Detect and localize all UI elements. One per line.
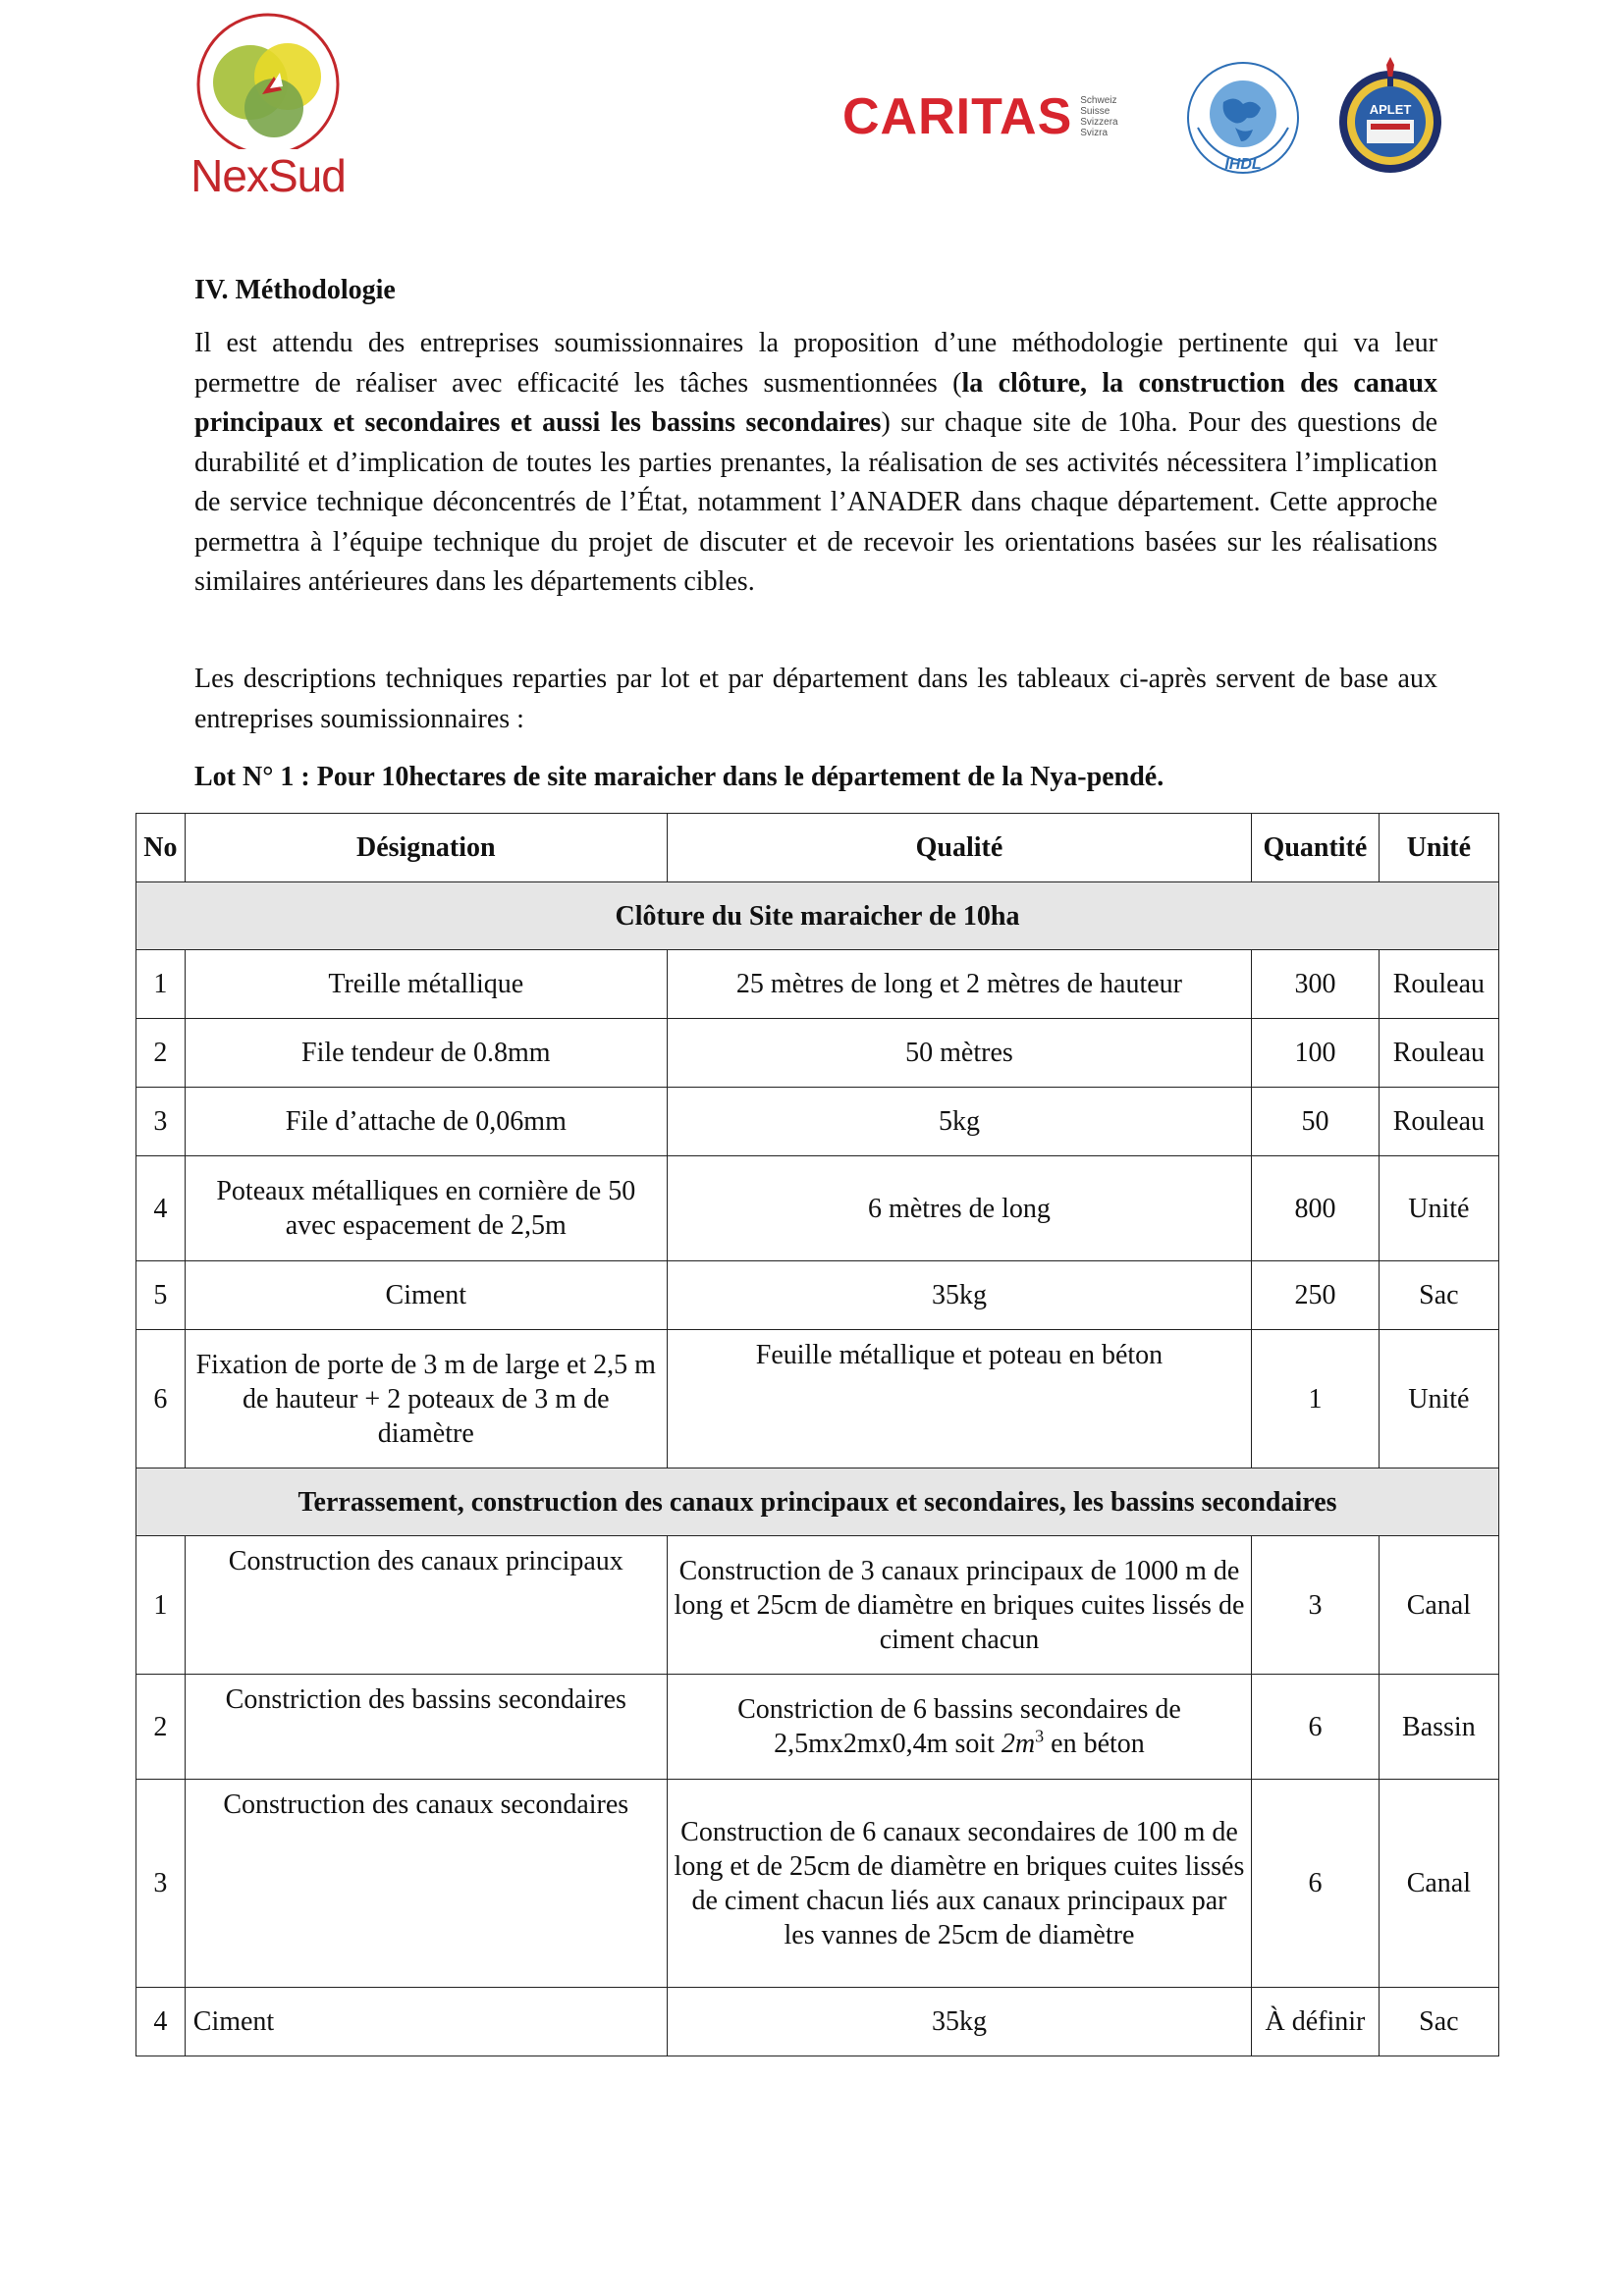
caritas-country: Svizra <box>1080 128 1109 138</box>
methodology-paragraph <box>194 324 1437 603</box>
cell-unite: Sac <box>1379 1988 1498 2056</box>
table-row <box>136 1156 1499 1261</box>
table-section-row <box>136 1468 1499 1536</box>
globe-icon <box>1184 59 1302 177</box>
cell-qualite: 6 mètres de long <box>667 1156 1251 1261</box>
cell-quantite: 1 <box>1252 1330 1380 1468</box>
section-title: Terrassement, construction des canaux principaux et secondaires, les bassins secondaires <box>136 1468 1499 1536</box>
table-section-row <box>136 882 1499 950</box>
cell-quantite: 6 <box>1252 1675 1380 1780</box>
cell-qualite: 50 mètres <box>667 1019 1251 1088</box>
cell-designation: Ciment <box>185 1261 667 1330</box>
cell-quantite: À définir <box>1252 1988 1380 2056</box>
caritas-logo <box>842 90 1118 143</box>
aplet-emblem-icon <box>1333 57 1447 177</box>
paragraph-bold-text: la clôture, la construction des canaux principaux et secondaires et aussi les bassins secondaires <box>194 367 1437 438</box>
cell-quantite: 6 <box>1252 1780 1380 1988</box>
caritas-country: Suisse <box>1080 106 1110 117</box>
table-row <box>136 1261 1499 1330</box>
header-quantite: Quantité <box>1252 814 1380 882</box>
paragraph-text: ) sur chaque site de 10ha. Pour des questions de durabilité et d’implication de toutes les parties prenantes, la réalisation de ses activités nécessitera l’implication de service technique déconcentrés de l’État, notamment l’ANADER dans chaque département. Cette approche permettra à l’équipe technique du projet de discuter et de recevoir les orientations basées sur les réalisations similaires antérieures dans les départements cibles. <box>194 407 1437 597</box>
caritas-countries <box>1080 95 1117 138</box>
cell-quantite: 50 <box>1252 1088 1380 1156</box>
cell-designation: Treille métallique <box>185 950 667 1019</box>
cell-qualite: Feuille métallique et poteau en béton <box>667 1330 1251 1468</box>
cell-no: 4 <box>136 1156 186 1261</box>
table-row <box>136 1988 1499 2056</box>
lot-title: Lot N° 1 : Pour 10hectares de site maraicher dans le département de la Nya-pendé. <box>194 762 1164 792</box>
ihdl-logo <box>1184 59 1302 177</box>
cell-unite: Bassin <box>1379 1675 1498 1780</box>
math-value: 2m <box>1001 1729 1036 1759</box>
cell-quantite: 100 <box>1252 1019 1380 1088</box>
header-unite: Unité <box>1379 814 1498 882</box>
cell-designation: File tendeur de 0.8mm <box>185 1019 667 1088</box>
qualite-text: Constriction de 6 bassins secondaires de 2,5mx2mx0,4m soit <box>737 1694 1181 1759</box>
caritas-country: Schweiz <box>1080 95 1117 106</box>
cell-qualite: Construction de 6 canaux secondaires de 100 m de long et de 25cm de diamètre en briques cuites lissés de ciment chacun liés aux canaux principaux par les vannes de 25cm de diamètre <box>667 1780 1251 1988</box>
description-paragraph: Les descriptions techniques reparties par lot et par département dans les tableaux ci-après servent de base aux entreprises soumissionnaires : <box>194 664 1437 734</box>
caritas-wordmark: CARITAS <box>842 88 1073 145</box>
table-row <box>136 1019 1499 1088</box>
table-row <box>136 1780 1499 1988</box>
cell-designation: Poteaux métalliques en cornière de 50 avec espacement de 2,5m <box>185 1156 667 1261</box>
cell-unite: Unité <box>1379 1156 1498 1261</box>
qualite-text: en béton <box>1044 1729 1145 1759</box>
nexsud-emblem-icon <box>189 12 347 149</box>
section-title: Clôture du Site maraicher de 10ha <box>136 882 1499 950</box>
cell-qualite: 25 mètres de long et 2 mètres de hauteur <box>667 950 1251 1019</box>
cell-designation: Constriction des bassins secondaires <box>185 1675 667 1780</box>
ihdl-wordmark: IHDL <box>1224 156 1262 173</box>
table-row <box>136 1088 1499 1156</box>
cell-no: 3 <box>136 1088 186 1156</box>
cell-no: 1 <box>136 1536 186 1675</box>
cell-unite: Unité <box>1379 1330 1498 1468</box>
cell-designation: File d’attache de 0,06mm <box>185 1088 667 1156</box>
cell-quantite: 300 <box>1252 950 1380 1019</box>
cell-unite: Rouleau <box>1379 1019 1498 1088</box>
cell-unite: Canal <box>1379 1536 1498 1675</box>
aplet-wordmark: APLET <box>1369 102 1412 117</box>
cell-qualite: 35kg <box>667 1261 1251 1330</box>
cell-unite: Canal <box>1379 1780 1498 1988</box>
cell-qualite: Construction de 3 canaux principaux de 1000 m de long et 25cm de diamètre en briques cuites lissés de ciment chacun <box>667 1536 1251 1675</box>
cell-no: 1 <box>136 950 186 1019</box>
cell-no: 2 <box>136 1019 186 1088</box>
header-qualite: Qualité <box>667 814 1251 882</box>
cell-designation: Construction des canaux secondaires <box>185 1780 667 1988</box>
cell-no: 3 <box>136 1780 186 1988</box>
table-row <box>136 1330 1499 1468</box>
caritas-country: Svizzera <box>1080 117 1118 128</box>
header-designation: Désignation <box>185 814 667 882</box>
cell-quantite: 250 <box>1252 1261 1380 1330</box>
cell-no: 6 <box>136 1330 186 1468</box>
nexsud-logo <box>189 12 347 201</box>
cell-unite: Rouleau <box>1379 1088 1498 1156</box>
paragraph-text: Il est attendu des entreprises soumissionnaires la proposition d’une méthodologie pertinente qui va leur permettre de réaliser avec efficacité les tâches susmentionnées ( <box>194 328 1437 399</box>
cell-designation: Fixation de porte de 3 m de large et 2,5 m de hauteur + 2 poteaux de 3 m de diamètre <box>185 1330 667 1468</box>
table-row <box>136 1675 1499 1780</box>
cell-no: 4 <box>136 1988 186 2056</box>
cell-no: 5 <box>136 1261 186 1330</box>
cell-designation: Construction des canaux principaux <box>185 1536 667 1675</box>
lot-table <box>135 813 1499 2056</box>
section-heading: IV. Méthodologie <box>194 275 396 305</box>
math-exponent: 3 <box>1035 1726 1045 1746</box>
table-row <box>136 1536 1499 1675</box>
aplet-logo <box>1333 57 1447 177</box>
cell-unite: Sac <box>1379 1261 1498 1330</box>
cell-quantite: 800 <box>1252 1156 1380 1261</box>
header-no: No <box>136 814 186 882</box>
cell-no: 2 <box>136 1675 186 1780</box>
table-header-row <box>136 814 1499 882</box>
cell-designation: Ciment <box>185 1988 667 2056</box>
cell-qualite: 5kg <box>667 1088 1251 1156</box>
cell-qualite: 35kg <box>667 1988 1251 2056</box>
table-row <box>136 950 1499 1019</box>
nexsud-wordmark: NexSud <box>190 150 346 201</box>
cell-quantite: 3 <box>1252 1536 1380 1675</box>
cell-unite: Rouleau <box>1379 950 1498 1019</box>
cell-qualite <box>667 1675 1251 1780</box>
